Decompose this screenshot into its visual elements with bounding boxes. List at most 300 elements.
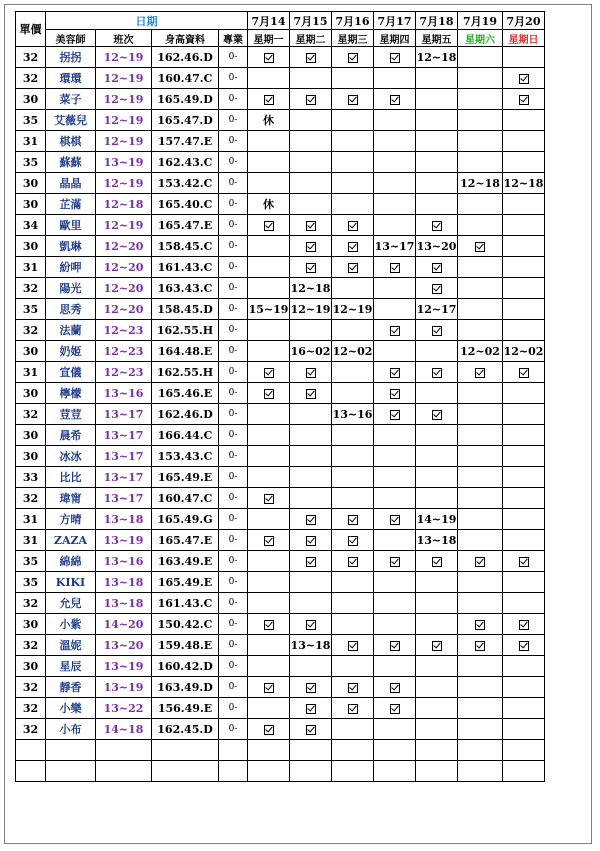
- day-cell: [374, 740, 416, 761]
- stylist-name: 荳荳: [46, 404, 96, 425]
- checkbox-checked-icon: [475, 620, 485, 630]
- day-cell: [332, 614, 374, 635]
- profession-cell: [219, 740, 248, 761]
- day-cell: [332, 488, 374, 509]
- price-cell: 32: [16, 677, 46, 698]
- table-row: [16, 383, 545, 404]
- day-cell: 休: [248, 194, 290, 215]
- day-cell: [374, 68, 416, 89]
- day-cell: [416, 740, 458, 761]
- day-cell: [503, 320, 545, 341]
- header-weekday-1: 星期一: [248, 30, 290, 47]
- height-weight-cell: 156.49.E: [152, 698, 219, 719]
- day-cell: 12~02: [332, 341, 374, 362]
- checkbox-checked-icon: [390, 641, 400, 651]
- day-cell: [503, 467, 545, 488]
- day-cell: [290, 110, 332, 131]
- checkbox-checked-icon: [390, 389, 400, 399]
- day-cell: [248, 131, 290, 152]
- stylist-name: 小紫: [46, 614, 96, 635]
- day-cell: [290, 152, 332, 173]
- stylist-name: 陽光: [46, 278, 96, 299]
- day-cell: [503, 740, 545, 761]
- table-row: [16, 320, 545, 341]
- day-cell: [374, 614, 416, 635]
- schedule-table: [15, 11, 545, 782]
- day-cell: [503, 257, 545, 278]
- checkbox-checked-icon: [390, 263, 400, 273]
- day-cell: [416, 488, 458, 509]
- day-cell: [458, 110, 503, 131]
- day-cell: [248, 47, 290, 68]
- stylist-name: 晶晶: [46, 173, 96, 194]
- stylist-name: 冰冰: [46, 446, 96, 467]
- day-cell: [290, 719, 332, 740]
- day-cell: [248, 572, 290, 593]
- table-row: [16, 719, 545, 740]
- price-cell: 35: [16, 572, 46, 593]
- day-cell: 12~17: [416, 299, 458, 320]
- checkbox-checked-icon: [519, 557, 529, 567]
- day-cell: [503, 236, 545, 257]
- checkbox-checked-icon: [264, 389, 274, 399]
- checkbox-checked-icon: [519, 620, 529, 630]
- stylist-name: 檸檬: [46, 383, 96, 404]
- day-cell: [416, 362, 458, 383]
- day-cell: [332, 719, 374, 740]
- shift-cell: 14~18: [96, 719, 152, 740]
- day-cell: [503, 215, 545, 236]
- profession-cell: 0-: [219, 68, 248, 89]
- profession-cell: 0-: [219, 551, 248, 572]
- stylist-name: KIKI: [46, 572, 96, 593]
- checkbox-checked-icon: [348, 263, 358, 273]
- day-cell: [503, 404, 545, 425]
- price-cell: 32: [16, 698, 46, 719]
- checkbox-checked-icon: [519, 95, 529, 105]
- day-cell: [290, 614, 332, 635]
- header-weekday-6: 星期六: [458, 30, 503, 47]
- day-cell: [374, 383, 416, 404]
- height-weight-cell: 162.46.D: [152, 47, 219, 68]
- stylist-name: 晨希: [46, 425, 96, 446]
- price-cell: 30: [16, 425, 46, 446]
- stylist-name: 比比: [46, 467, 96, 488]
- day-cell: [503, 194, 545, 215]
- price-cell: 32: [16, 488, 46, 509]
- shift-cell: 12~19: [96, 110, 152, 131]
- day-cell: [458, 740, 503, 761]
- checkbox-checked-icon: [390, 557, 400, 567]
- checkbox-checked-icon: [348, 242, 358, 252]
- stylist-name: 小樂: [46, 698, 96, 719]
- price-cell: 33: [16, 467, 46, 488]
- day-cell: [416, 635, 458, 656]
- shift-cell: 13~17: [96, 488, 152, 509]
- checkbox-checked-icon: [306, 53, 316, 63]
- day-cell: [290, 425, 332, 446]
- day-cell: [503, 362, 545, 383]
- shift-cell: 13~16: [96, 383, 152, 404]
- day-cell: [458, 194, 503, 215]
- day-cell: [458, 68, 503, 89]
- height-weight-cell: 165.47.E: [152, 215, 219, 236]
- day-cell: [374, 677, 416, 698]
- day-cell: [248, 698, 290, 719]
- day-cell: [503, 509, 545, 530]
- price-cell: 32: [16, 719, 46, 740]
- day-cell: [458, 488, 503, 509]
- day-cell: [374, 47, 416, 68]
- day-cell: [248, 656, 290, 677]
- day-cell: [374, 110, 416, 131]
- day-cell: [248, 68, 290, 89]
- profession-cell: 0-: [219, 593, 248, 614]
- day-cell: [458, 593, 503, 614]
- day-cell: [248, 278, 290, 299]
- checkbox-checked-icon: [475, 641, 485, 651]
- day-cell: [248, 719, 290, 740]
- day-cell: [290, 530, 332, 551]
- profession-cell: 0-: [219, 677, 248, 698]
- checkbox-checked-icon: [348, 557, 358, 567]
- checkbox-checked-icon: [390, 326, 400, 336]
- day-cell: [458, 362, 503, 383]
- shift-cell: 13~19: [96, 677, 152, 698]
- day-cell: [248, 551, 290, 572]
- day-cell: [248, 236, 290, 257]
- day-cell: 13~16: [332, 404, 374, 425]
- checkbox-checked-icon: [348, 53, 358, 63]
- shift-cell: 13~19: [96, 530, 152, 551]
- stylist-name: 法蘭: [46, 320, 96, 341]
- day-cell: [332, 740, 374, 761]
- stylist-name: 棋棋: [46, 131, 96, 152]
- checkbox-checked-icon: [306, 368, 316, 378]
- day-cell: [290, 320, 332, 341]
- day-cell: [374, 362, 416, 383]
- checkbox-checked-icon: [432, 263, 442, 273]
- header-weekday-7: 星期日: [503, 30, 545, 47]
- day-cell: [332, 446, 374, 467]
- height-weight-cell: 162.45.D: [152, 719, 219, 740]
- day-cell: 13~20: [416, 236, 458, 257]
- checkbox-checked-icon: [306, 242, 316, 252]
- shift-cell: 13~18: [96, 593, 152, 614]
- profession-cell: 0-: [219, 110, 248, 131]
- height-weight-cell: 165.49.E: [152, 467, 219, 488]
- checkbox-checked-icon: [390, 704, 400, 714]
- shift-cell: 13~19: [96, 656, 152, 677]
- day-cell: 12~18: [503, 173, 545, 194]
- day-cell: [503, 656, 545, 677]
- shift-cell: 12~20: [96, 278, 152, 299]
- day-cell: [458, 761, 503, 782]
- day-cell: [416, 278, 458, 299]
- height-weight-cell: 161.43.C: [152, 257, 219, 278]
- profession-cell: 0-: [219, 194, 248, 215]
- checkbox-checked-icon: [306, 263, 316, 273]
- day-cell: [248, 530, 290, 551]
- profession-cell: 0-: [219, 131, 248, 152]
- day-cell: [503, 488, 545, 509]
- day-cell: [416, 110, 458, 131]
- day-cell: [458, 509, 503, 530]
- day-cell: [374, 257, 416, 278]
- profession-cell: 0-: [219, 719, 248, 740]
- price-cell: 35: [16, 299, 46, 320]
- day-cell: [248, 740, 290, 761]
- day-cell: [374, 425, 416, 446]
- height-weight-cell: 158.45.C: [152, 236, 219, 257]
- price-cell: 31: [16, 530, 46, 551]
- day-cell: [503, 89, 545, 110]
- shift-cell: 13~17: [96, 446, 152, 467]
- table-row: [16, 488, 545, 509]
- day-cell: 16~02: [290, 341, 332, 362]
- checkbox-checked-icon: [432, 557, 442, 567]
- day-cell: [503, 446, 545, 467]
- checkbox-checked-icon: [348, 641, 358, 651]
- day-cell: [503, 152, 545, 173]
- day-cell: [332, 761, 374, 782]
- header-date-6: 7月19: [458, 12, 503, 30]
- day-cell: [503, 719, 545, 740]
- day-cell: [290, 446, 332, 467]
- profession-cell: 0-: [219, 404, 248, 425]
- day-cell: [458, 425, 503, 446]
- table-row: [16, 257, 545, 278]
- profession-cell: 0-: [219, 341, 248, 362]
- day-cell: [458, 656, 503, 677]
- shift-cell: 12~23: [96, 320, 152, 341]
- day-cell: [416, 551, 458, 572]
- shift-cell: 14~20: [96, 614, 152, 635]
- day-cell: [374, 278, 416, 299]
- day-cell: [416, 68, 458, 89]
- day-cell: [332, 362, 374, 383]
- day-cell: [332, 677, 374, 698]
- height-weight-cell: 153.43.C: [152, 446, 219, 467]
- stylist-name: ZAZA: [46, 530, 96, 551]
- day-cell: [458, 47, 503, 68]
- day-cell: [416, 404, 458, 425]
- price-cell: 32: [16, 635, 46, 656]
- checkbox-checked-icon: [390, 53, 400, 63]
- day-cell: [416, 173, 458, 194]
- day-cell: [374, 509, 416, 530]
- day-cell: 12~18: [458, 173, 503, 194]
- checkbox-checked-icon: [306, 515, 316, 525]
- day-cell: [290, 47, 332, 68]
- checkbox-checked-icon: [306, 221, 316, 231]
- price-cell: [16, 761, 46, 782]
- profession-cell: 0-: [219, 173, 248, 194]
- day-cell: [374, 719, 416, 740]
- table-row: [16, 467, 545, 488]
- header-date-2: 7月15: [290, 12, 332, 30]
- day-cell: [416, 89, 458, 110]
- checkbox-checked-icon: [306, 725, 316, 735]
- day-cell: [248, 404, 290, 425]
- profession-cell: 0-: [219, 488, 248, 509]
- shift-cell: 13~18: [96, 572, 152, 593]
- height-weight-cell: [152, 761, 219, 782]
- stylist-name: 奶姬: [46, 341, 96, 362]
- day-cell: [290, 740, 332, 761]
- checkbox-checked-icon: [432, 641, 442, 651]
- day-cell: 12~18: [290, 278, 332, 299]
- checkbox-checked-icon: [264, 494, 274, 504]
- header-height-weight: 身高資料: [152, 30, 219, 47]
- height-weight-cell: 162.46.D: [152, 404, 219, 425]
- profession-cell: 0-: [219, 257, 248, 278]
- stylist-name: 星辰: [46, 656, 96, 677]
- price-cell: 34: [16, 215, 46, 236]
- price-cell: 32: [16, 404, 46, 425]
- profession-cell: 0-: [219, 446, 248, 467]
- table-row: [16, 299, 545, 320]
- day-cell: [290, 257, 332, 278]
- day-cell: [458, 467, 503, 488]
- day-cell: [290, 761, 332, 782]
- shift-cell: 12~23: [96, 362, 152, 383]
- shift-cell: 12~20: [96, 236, 152, 257]
- day-cell: [416, 152, 458, 173]
- table-row: [16, 194, 545, 215]
- price-cell: 30: [16, 446, 46, 467]
- day-cell: [290, 656, 332, 677]
- day-cell: [332, 194, 374, 215]
- checkbox-checked-icon: [432, 410, 442, 420]
- day-cell: [458, 215, 503, 236]
- day-cell: [458, 698, 503, 719]
- profession-cell: 0-: [219, 236, 248, 257]
- checkbox-checked-icon: [264, 95, 274, 105]
- price-cell: 35: [16, 152, 46, 173]
- header-date-7: 7月20: [503, 12, 545, 30]
- day-cell: 13~18: [290, 635, 332, 656]
- day-cell: [332, 635, 374, 656]
- height-weight-cell: 165.47.D: [152, 110, 219, 131]
- day-cell: [458, 320, 503, 341]
- checkbox-checked-icon: [475, 242, 485, 252]
- checkbox-checked-icon: [432, 284, 442, 294]
- day-cell: [290, 68, 332, 89]
- day-cell: [416, 614, 458, 635]
- day-cell: [374, 467, 416, 488]
- header-date-4: 7月17: [374, 12, 416, 30]
- height-weight-cell: 153.42.C: [152, 173, 219, 194]
- checkbox-checked-icon: [390, 95, 400, 105]
- day-cell: [332, 320, 374, 341]
- stylist-name: 瑋甯: [46, 488, 96, 509]
- shift-cell: 12~23: [96, 341, 152, 362]
- shift-cell: 12~20: [96, 299, 152, 320]
- price-cell: 30: [16, 614, 46, 635]
- profession-cell: 0-: [219, 425, 248, 446]
- day-cell: [458, 278, 503, 299]
- price-cell: 30: [16, 236, 46, 257]
- profession-cell: 0-: [219, 698, 248, 719]
- day-cell: [416, 425, 458, 446]
- checkbox-checked-icon: [390, 515, 400, 525]
- day-cell: [374, 488, 416, 509]
- stylist-name: 方晴: [46, 509, 96, 530]
- height-weight-cell: 162.55.H: [152, 362, 219, 383]
- day-cell: [374, 404, 416, 425]
- day-cell: [503, 572, 545, 593]
- day-cell: [503, 278, 545, 299]
- height-weight-cell: 160.47.C: [152, 488, 219, 509]
- profession-cell: 0-: [219, 278, 248, 299]
- day-cell: [332, 47, 374, 68]
- price-cell: 31: [16, 257, 46, 278]
- shift-cell: 12~19: [96, 89, 152, 110]
- day-cell: [332, 593, 374, 614]
- day-cell: [248, 677, 290, 698]
- profession-cell: 0-: [219, 572, 248, 593]
- day-cell: [416, 572, 458, 593]
- stylist-name: [46, 740, 96, 761]
- checkbox-checked-icon: [475, 368, 485, 378]
- header-weekday-3: 星期三: [332, 30, 374, 47]
- checkbox-checked-icon: [348, 221, 358, 231]
- price-cell: 35: [16, 110, 46, 131]
- stylist-name: 艾薇兒: [46, 110, 96, 131]
- day-cell: [416, 761, 458, 782]
- table-row: [16, 677, 545, 698]
- day-cell: [416, 215, 458, 236]
- price-cell: 35: [16, 551, 46, 572]
- day-cell: [503, 593, 545, 614]
- stylist-name: 思秀: [46, 299, 96, 320]
- day-cell: 15~19: [248, 299, 290, 320]
- day-cell: [248, 593, 290, 614]
- header-date-label: 日期: [46, 12, 248, 30]
- stylist-name: 歐里: [46, 215, 96, 236]
- checkbox-checked-icon: [348, 536, 358, 546]
- header-stylist: 美容師: [46, 30, 96, 47]
- day-cell: [248, 320, 290, 341]
- day-cell: [416, 677, 458, 698]
- price-cell: 30: [16, 194, 46, 215]
- day-cell: [290, 404, 332, 425]
- day-cell: [503, 761, 545, 782]
- day-cell: [374, 635, 416, 656]
- shift-cell: 12~19: [96, 215, 152, 236]
- height-weight-cell: 163.49.E: [152, 551, 219, 572]
- day-cell: [290, 383, 332, 404]
- day-cell: [503, 614, 545, 635]
- table-row: [16, 530, 545, 551]
- day-cell: [332, 656, 374, 677]
- day-cell: [416, 593, 458, 614]
- day-cell: [458, 131, 503, 152]
- shift-cell: 12~19: [96, 47, 152, 68]
- day-cell: [290, 173, 332, 194]
- table-row: [16, 278, 545, 299]
- profession-cell: 0-: [219, 467, 248, 488]
- checkbox-checked-icon: [519, 641, 529, 651]
- shift-cell: 13~20: [96, 635, 152, 656]
- height-weight-cell: 150.42.C: [152, 614, 219, 635]
- day-cell: [458, 719, 503, 740]
- profession-cell: 0-: [219, 614, 248, 635]
- table-row: [16, 341, 545, 362]
- day-cell: 12~19: [332, 299, 374, 320]
- day-cell: [416, 341, 458, 362]
